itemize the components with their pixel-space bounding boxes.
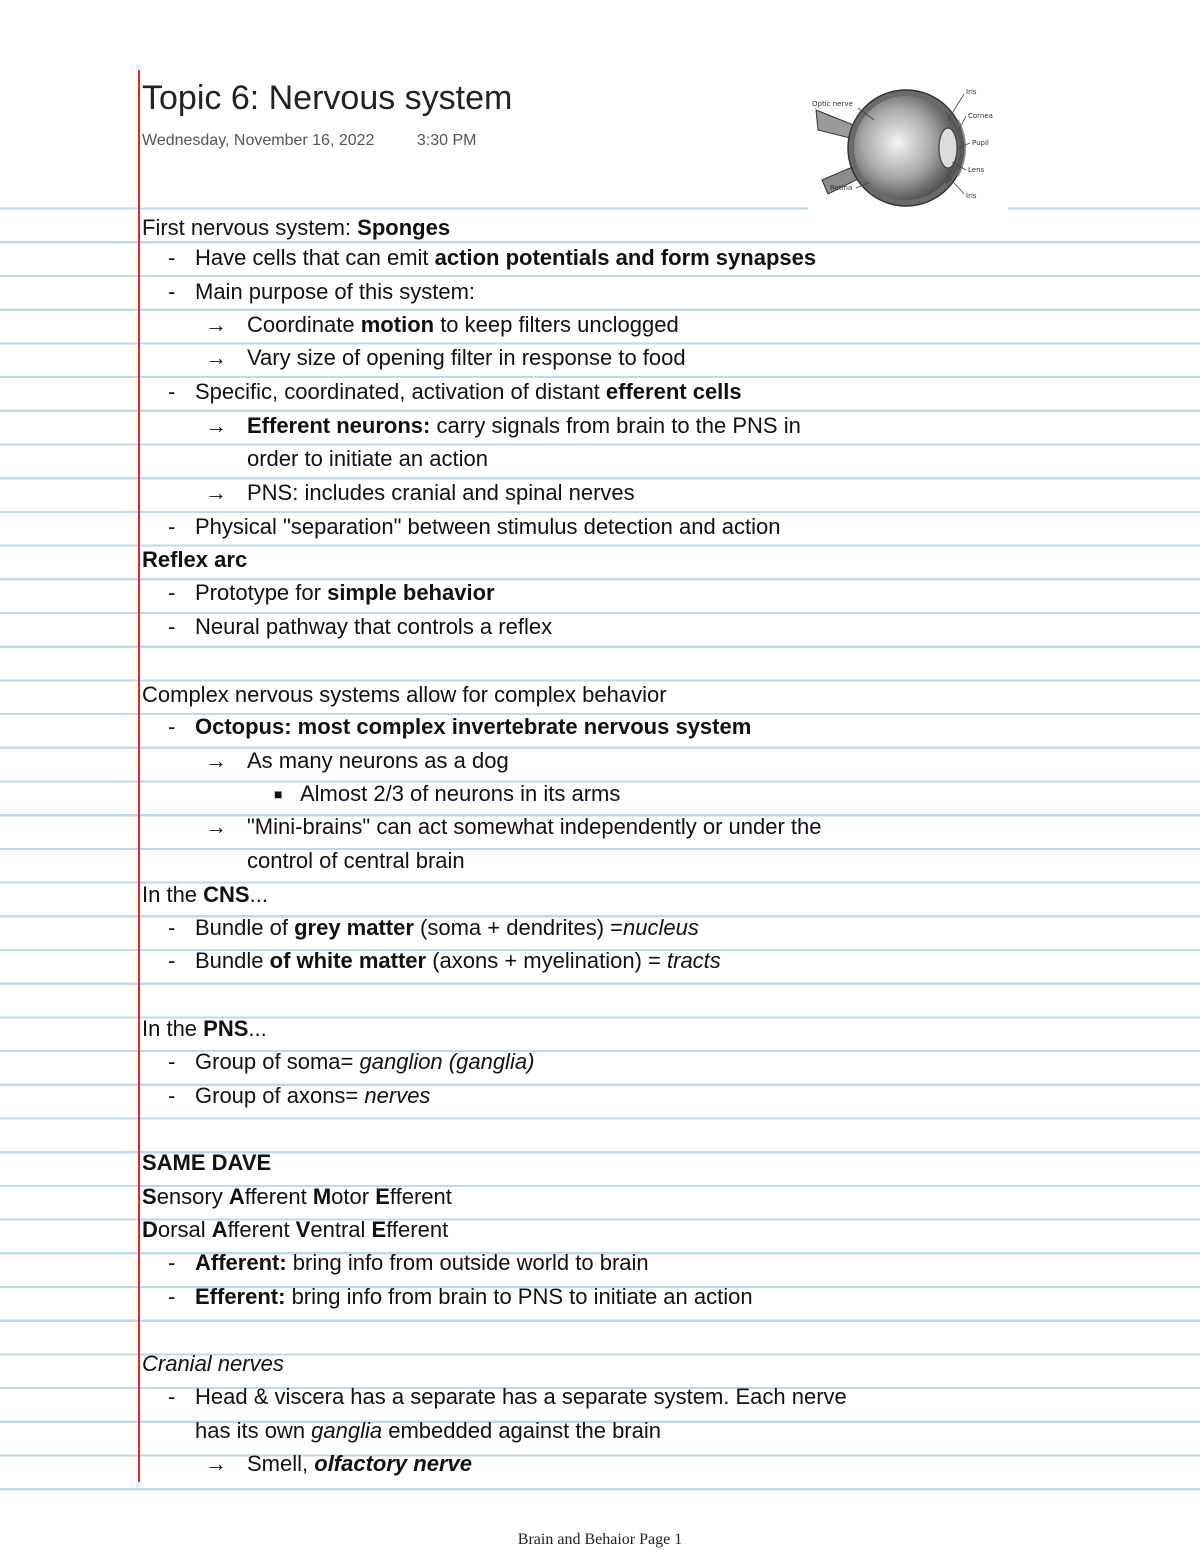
note-text <box>142 678 667 712</box>
note-text <box>195 1246 649 1280</box>
page-meta <box>142 132 476 150</box>
text-run: olfactory nerve <box>314 1451 472 1476</box>
dash-bullet-icon: - <box>168 1250 176 1275</box>
note-text <box>247 476 635 510</box>
text-run: E <box>375 1184 390 1209</box>
eye-label: Optic nerve <box>812 100 853 108</box>
dash-bullet-icon: - <box>168 1384 176 1409</box>
text-run: carry signals from brain to the PNS in <box>430 413 801 438</box>
text-run: Afferent: <box>195 1250 287 1275</box>
arrow-bullet-icon: → <box>205 1451 227 1476</box>
text-run: fferent <box>386 1217 449 1242</box>
note-text <box>142 1180 452 1214</box>
note-text <box>195 375 742 409</box>
text-run: order to initiate an action <box>247 446 488 471</box>
text-run: efferent cells <box>605 379 742 404</box>
text-run: Group of soma= <box>195 1049 360 1074</box>
text-run: tracts <box>667 948 721 973</box>
text-run: orsal <box>157 1217 212 1242</box>
text-run: nucleus <box>623 915 699 940</box>
dash-bullet-icon: - <box>168 1083 176 1108</box>
dash-bullet-icon: - <box>168 1284 176 1309</box>
text-run: grey matter <box>294 915 414 940</box>
dash-bullet-icon: - <box>168 245 176 270</box>
eye-diagram <box>808 70 1008 222</box>
text-run: entral <box>310 1217 372 1242</box>
note-text <box>142 211 450 245</box>
text-run: A <box>228 1184 245 1209</box>
eye-label: Lens <box>968 166 985 174</box>
text-run: Efferent: <box>195 1284 286 1309</box>
note-text <box>142 1012 267 1046</box>
text-run: fferent <box>227 1217 296 1242</box>
margin-line <box>138 70 140 1482</box>
note-text <box>195 911 699 945</box>
text-run: Have cells that can emit <box>195 245 435 270</box>
text-run: First nervous system: <box>142 215 358 240</box>
text-run: ensory <box>156 1184 229 1209</box>
eye-anatomy-figure <box>808 70 1008 222</box>
note-text <box>195 1414 661 1448</box>
text-run: Octopus: most complex invertebrate nervous system <box>195 714 752 739</box>
dash-bullet-icon: - <box>168 580 176 605</box>
note-text <box>247 744 509 778</box>
note-text <box>195 576 495 610</box>
dash-bullet-icon: - <box>168 948 176 973</box>
text-run: Main purpose of this system: <box>195 279 476 304</box>
text-run: Sponges <box>357 215 451 240</box>
note-text <box>300 777 620 811</box>
text-run: S <box>142 1184 157 1209</box>
text-run: "Mini-brains" can act somewhat independently or under the <box>247 814 822 839</box>
text-run: otor <box>331 1184 376 1209</box>
text-run: As many neurons as a dog <box>247 748 509 773</box>
text-run: to keep filters unclogged <box>434 312 679 337</box>
note-text <box>247 341 686 375</box>
note-text <box>195 241 816 275</box>
text-run: Smell, <box>247 1451 315 1476</box>
arrow-bullet-icon: → <box>205 814 227 839</box>
text-run: bring info from outside world to brain <box>286 1250 649 1275</box>
text-run: nerves <box>364 1083 431 1108</box>
text-run: Efferent neurons: <box>247 413 431 438</box>
note-text <box>195 1079 430 1113</box>
text-run: In the <box>142 1016 204 1041</box>
text-run: ... <box>248 1016 267 1041</box>
arrow-bullet-icon: → <box>205 748 227 773</box>
dash-bullet-icon: - <box>168 514 176 539</box>
text-run: A <box>211 1217 228 1242</box>
eye-label: Iris <box>966 192 977 200</box>
note-text <box>247 810 822 844</box>
text-run: Vary size of opening filter in response to food <box>247 345 686 370</box>
dash-bullet-icon: - <box>168 1049 176 1074</box>
text-run: Bundle of <box>195 915 295 940</box>
note-text <box>142 543 247 577</box>
note-text <box>247 442 488 476</box>
note-text <box>142 1347 284 1381</box>
text-run: Almost 2/3 of neurons in its arms <box>300 781 621 806</box>
text-run: fferent <box>244 1184 313 1209</box>
eye-label: Retina <box>830 184 853 192</box>
text-run: ganglia <box>311 1418 383 1443</box>
page-title: Topic 6: Nervous system <box>142 79 513 117</box>
text-run: Prototype for <box>195 580 328 605</box>
arrow-bullet-icon: → <box>205 312 227 337</box>
note-text <box>195 944 721 978</box>
note-text <box>142 878 268 912</box>
page-footer: Brain and Behaior Page 1 <box>517 1531 683 1548</box>
arrow-bullet-icon: → <box>205 480 227 505</box>
dash-bullet-icon: - <box>168 714 176 739</box>
text-run: Group of axons= <box>195 1083 365 1108</box>
text-run: Head & viscera has a separate has a separate system. Each nerve <box>195 1384 847 1409</box>
text-run: Physical "separation" between stimulus detection and action <box>195 514 781 539</box>
note-text <box>195 510 781 544</box>
square-bullet-icon: ■ <box>274 786 283 802</box>
text-run: Coordinate <box>247 312 361 337</box>
note-text <box>142 1146 271 1180</box>
text-run: CNS <box>203 882 250 907</box>
text-run: V <box>295 1217 311 1242</box>
eye-label: Iris <box>966 88 977 96</box>
note-text <box>195 610 552 644</box>
note-text <box>247 409 801 443</box>
text-run: action potentials and form synapses <box>434 245 817 270</box>
note-text <box>195 275 475 309</box>
dash-bullet-icon: - <box>168 379 176 404</box>
page-time: 3:30 PM <box>416 132 477 149</box>
note-text <box>247 308 679 342</box>
text-run: Neural pathway that controls a reflex <box>195 614 553 639</box>
text-run: E <box>371 1217 387 1242</box>
text-run: Cranial nerves <box>142 1351 284 1376</box>
text-run: Complex nervous systems allow for complex behavior <box>142 682 667 707</box>
note-text <box>195 1380 847 1414</box>
text-run: motion <box>360 312 435 337</box>
text-run: PNS <box>203 1016 249 1041</box>
dash-bullet-icon: - <box>168 915 176 940</box>
arrow-bullet-icon: → <box>205 413 227 438</box>
text-run: Bundle <box>195 948 270 973</box>
text-run: of white matter <box>269 948 427 973</box>
text-run: control of central brain <box>247 848 465 873</box>
note-text <box>142 1213 448 1247</box>
text-run: (axons + myelination) = <box>426 948 667 973</box>
text-run: simple behavior <box>327 580 495 605</box>
text-run: ... <box>249 882 268 907</box>
text-run: bring info from brain to PNS to initiate an action <box>285 1284 753 1309</box>
text-run: fferent <box>389 1184 452 1209</box>
note-text <box>247 1447 472 1481</box>
page-date: Wednesday, November 16, 2022 <box>142 132 375 149</box>
text-run: SAME DAVE <box>142 1150 272 1175</box>
arrow-bullet-icon: → <box>205 345 227 370</box>
note-text <box>195 1280 753 1314</box>
text-run: PNS: includes cranial and spinal nerves <box>247 480 635 505</box>
text-run: ganglion (ganglia) <box>359 1049 535 1074</box>
text-run: In the <box>142 882 204 907</box>
note-text <box>247 844 465 878</box>
text-run: embedded against the brain <box>382 1418 661 1443</box>
note-text <box>195 1045 534 1079</box>
text-run: has its own <box>195 1418 312 1443</box>
text-run: (soma + dendrites) = <box>413 915 624 940</box>
text-run: D <box>142 1217 158 1242</box>
dash-bullet-icon: - <box>168 279 176 304</box>
dash-bullet-icon: - <box>168 614 176 639</box>
eye-label: Cornea <box>968 112 993 120</box>
text-run: M <box>312 1184 332 1209</box>
note-text <box>195 710 751 744</box>
text-run: Specific, coordinated, activation of distant <box>195 379 606 404</box>
eye-label: Pupil <box>972 139 989 147</box>
text-run: Reflex arc <box>142 547 248 572</box>
